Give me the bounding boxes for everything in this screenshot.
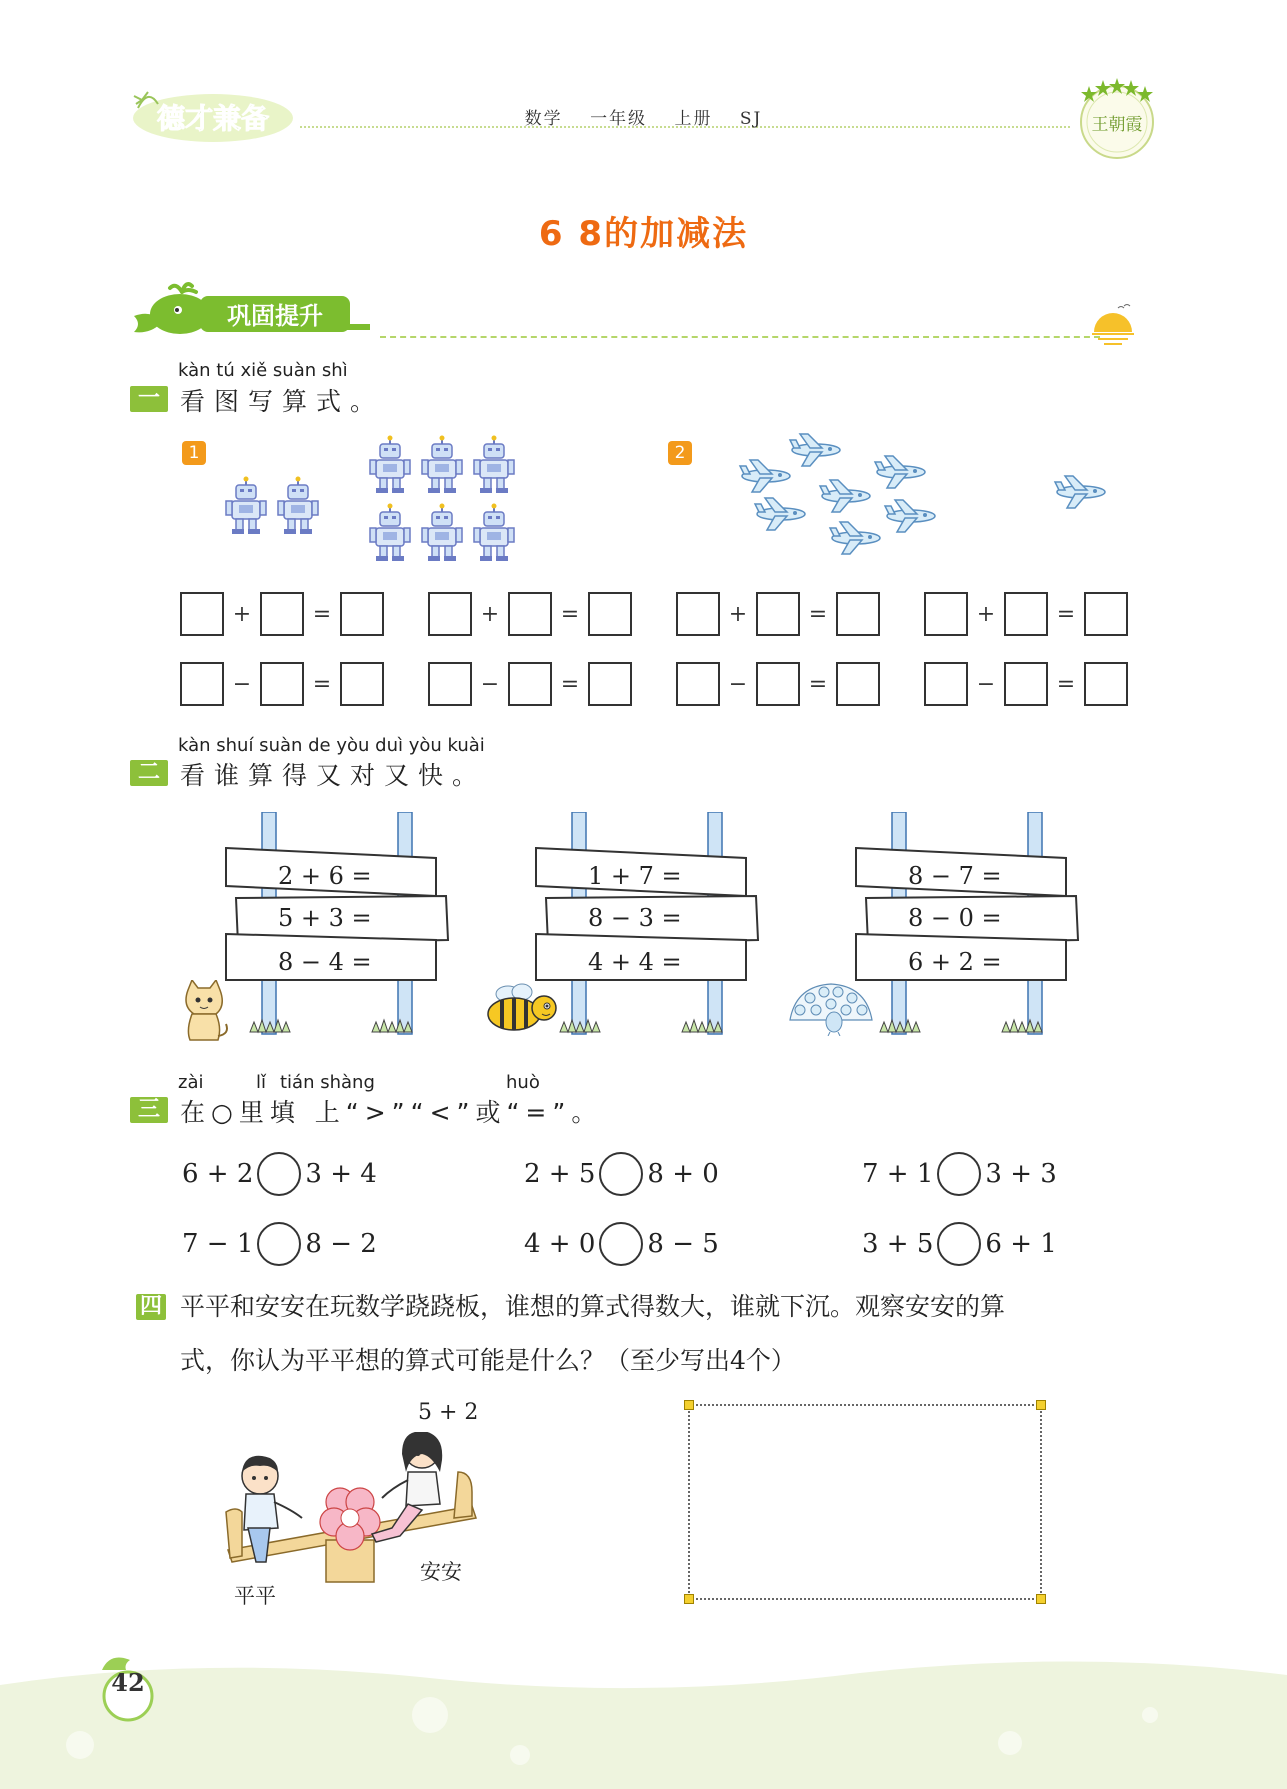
answer-box[interactable] [1004,592,1048,636]
publisher-logo [1075,76,1160,161]
q4-line-2: 式，你认为平平想的算式可能是什么？（至少写出4个） [180,1346,796,1375]
svg-text:王朝霞: 王朝霞 [1091,115,1143,135]
right-expr: 8 + 0 [647,1159,719,1189]
eq-row-sub-1 [180,662,384,706]
equals-sign: = [560,601,580,627]
q2-instruction: 看谁算得又对又快。 [180,761,487,790]
q2-pinyin: kàn shuí suàn de yòu duì yòu kuài [178,735,485,756]
compare-1-1 [182,1152,377,1196]
q3-instruction: 在○里填 上“>”“<”或“=”。 [180,1098,603,1127]
plus-sign: + [480,601,500,627]
page-title: 6 8的加减法 [538,214,749,254]
answer-area[interactable] [688,1404,1042,1600]
answer-box[interactable] [260,662,304,706]
q4-line-1: 平平和安安在玩数学跷跷板，谁想的算式得数大，谁就下沉。观察安安的算 [180,1292,1006,1321]
eq-row-add-1 [180,592,384,636]
name-anan: 安安 [420,1560,462,1584]
answer-box[interactable] [588,662,632,706]
section-banner [130,280,380,338]
eq-row-sub-2 [428,662,632,706]
board-3-line-2: 8 − 0 = [908,904,1002,932]
volume: 上册 [674,109,713,129]
plus-sign: + [976,601,996,627]
equals-sign: = [1056,671,1076,697]
equals-sign: = [808,671,828,697]
left-expr: 7 − 1 [182,1229,254,1259]
answer-box[interactable] [756,662,800,706]
board-2-line-2: 8 − 3 = [588,904,682,932]
left-expr: 4 + 0 [524,1229,596,1259]
plus-sign: + [728,601,748,627]
answer-box[interactable] [836,662,880,706]
section-title: 巩固提升 [227,302,323,330]
eq-row-add-3 [676,592,880,636]
board-1-line-3: 8 − 4 = [278,948,372,976]
robots-illustration [220,432,530,567]
compare-circle[interactable] [599,1152,643,1196]
answer-box[interactable] [180,662,224,706]
answer-box[interactable] [836,592,880,636]
compare-circle[interactable] [937,1222,981,1266]
svg-text:德才兼备: 德才兼备 [156,102,270,135]
answer-box[interactable] [340,662,384,706]
right-expr: 8 − 5 [647,1229,719,1259]
eq-row-sub-3 [676,662,880,706]
answer-box[interactable] [756,592,800,636]
answer-box[interactable] [340,592,384,636]
board-1-line-2: 5 + 3 = [278,904,372,932]
left-expr: 2 + 5 [524,1159,596,1189]
answer-box[interactable] [676,662,720,706]
left-expr: 6 + 2 [182,1159,254,1189]
minus-sign: − [232,671,252,697]
board-2-line-1: 1 + 7 = [588,862,682,890]
bee-illustration [484,980,560,1038]
answer-box[interactable] [1084,592,1128,636]
q3-pinyin-tian-shang: tián shàng [280,1072,375,1093]
q1-instruction: 看图写算式。 [180,387,385,416]
board-3-line-1: 8 − 7 = [908,862,1002,890]
right-expr: 3 + 3 [985,1159,1057,1189]
minus-sign: − [976,671,996,697]
compare-1-2 [524,1152,719,1196]
part-2-badge: 2 [668,441,692,465]
compare-1-3 [862,1152,1057,1196]
q3-pinyin-zai: zài [178,1072,204,1093]
minus-sign: − [728,671,748,697]
compare-circle[interactable] [257,1222,301,1266]
compare-2-1 [182,1222,377,1266]
eq-row-add-2 [428,592,632,636]
sun-icon [1088,300,1138,350]
answer-box[interactable] [588,592,632,636]
board-2-line-3: 4 + 4 = [588,948,682,976]
equals-sign: = [1056,601,1076,627]
left-expr: 7 + 1 [862,1159,934,1189]
plus-sign: + [232,601,252,627]
eq-row-sub-4 [924,662,1128,706]
q1-pinyin: kàn tú xiě suàn shì [178,360,348,381]
peacock-illustration [786,980,876,1036]
seesaw-expression: 5 + 2 [418,1400,479,1425]
answer-box[interactable] [260,592,304,636]
corner-marker [684,1400,694,1410]
compare-2-2 [524,1222,719,1266]
eq-row-add-4 [924,592,1128,636]
q3-number: 三 [130,1097,168,1123]
board-3-line-3: 6 + 2 = [908,948,1002,976]
corner-marker [1036,1594,1046,1604]
right-expr: 3 + 4 [305,1159,377,1189]
answer-box[interactable] [428,662,472,706]
q1-number: 一 [130,386,168,412]
board-1-line-1: 2 + 6 = [278,862,372,890]
cat-illustration [180,980,230,1046]
right-expr: 6 + 1 [985,1229,1057,1259]
compare-2-3 [862,1222,1057,1266]
answer-box[interactable] [1004,662,1048,706]
corner-marker [1036,1400,1046,1410]
right-expr: 8 − 2 [305,1229,377,1259]
answer-box[interactable] [428,592,472,636]
grade: 一年级 [590,109,648,129]
compare-circle[interactable] [599,1222,643,1266]
q4-number: 四 [136,1294,166,1320]
minus-sign: − [480,671,500,697]
answer-box[interactable] [508,592,552,636]
answer-box[interactable] [1084,662,1128,706]
subject: 数学 [524,109,563,129]
equals-sign: = [808,601,828,627]
answer-box[interactable] [180,592,224,636]
part-1-badge: 1 [182,441,206,465]
equals-sign: = [312,601,332,627]
answer-box[interactable] [676,592,720,636]
compare-circle[interactable] [257,1152,301,1196]
q4-instruction [180,1280,1160,1388]
equals-sign: = [560,671,580,697]
answer-box[interactable] [924,662,968,706]
answer-box[interactable] [508,662,552,706]
q3-pinyin-huo: huò [506,1072,540,1093]
planes-illustration [735,430,1115,565]
q2-number: 二 [130,760,168,786]
equals-sign: = [312,671,332,697]
left-expr: 3 + 5 [862,1229,934,1259]
edition: SJ [739,109,763,129]
section-divider [380,336,1100,338]
compare-circle[interactable] [937,1152,981,1196]
page-number: 42 [111,1668,145,1697]
corner-marker [684,1594,694,1604]
footer-decoration [0,1655,1287,1789]
answer-box[interactable] [924,592,968,636]
q3-pinyin-li: lǐ [256,1072,267,1093]
name-pingping: 平平 [234,1584,276,1608]
